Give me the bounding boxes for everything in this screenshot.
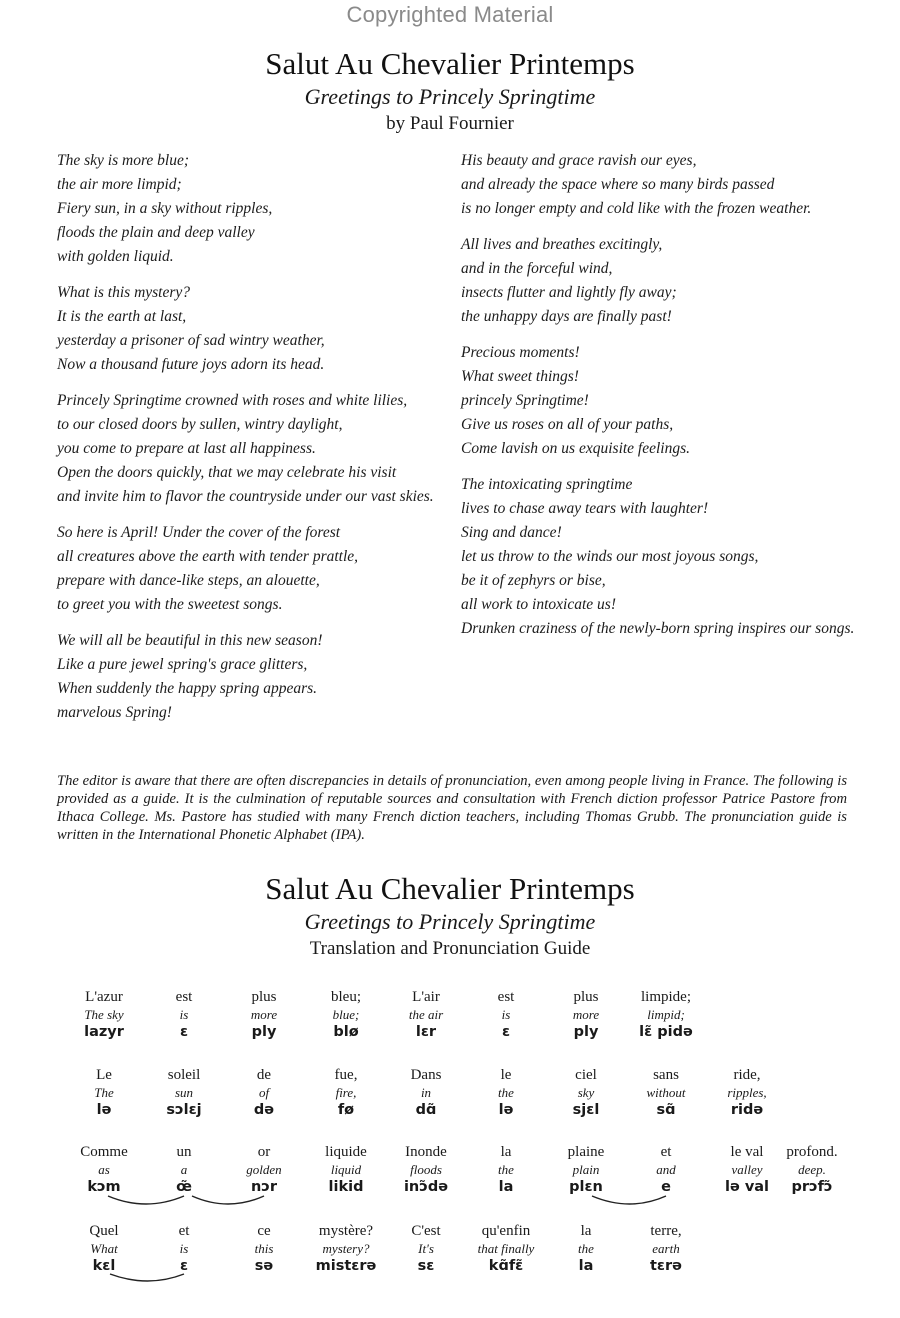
french-word: terre,	[650, 1223, 682, 1239]
ipa-transcription: likid	[328, 1179, 364, 1195]
ipa-transcription: la	[578, 1258, 594, 1274]
english-gloss: The	[94, 1085, 114, 1100]
poem-left-column	[57, 149, 447, 737]
guide-word	[219, 1143, 309, 1196]
poem-line: marvelous Spring!	[57, 704, 172, 721]
guide-title: Salut Au Chevalier Printemps	[265, 871, 635, 906]
english-gloss: golden	[246, 1162, 282, 1177]
english-gloss: plain	[572, 1162, 600, 1177]
poem-line: What is this mystery?	[57, 284, 191, 301]
poem-line: let us throw to the winds our most joyous songs,	[461, 548, 759, 565]
english-gloss: sun	[174, 1085, 194, 1100]
ipa-transcription: ɛ	[179, 1258, 189, 1274]
english-gloss: this	[254, 1241, 274, 1256]
editor-note: The editor is aware that there are often discrepancies in details of pronunciation, even among people living in France. The following is provided as a guide. It is the culmination of reputable sources and consultation with French diction professor Patrice Pastore from Ithaca College. Ms. Pastore has studied with many French diction teachers, including Thomas Grubb. The pronunciation guide is written in the International Phonetic Alphabet (IPA).	[57, 773, 847, 843]
guide-word	[381, 1222, 471, 1275]
poem-line: Like a pure jewel spring's grace glitters,	[57, 656, 308, 673]
guide-word	[621, 1143, 711, 1196]
ipa-transcription: lə val	[724, 1179, 770, 1195]
poem-line: with golden liquid.	[57, 248, 174, 265]
french-word: liquide	[325, 1144, 367, 1160]
french-word: Dans	[410, 1067, 442, 1083]
ipa-transcription: œ̃	[176, 1179, 192, 1195]
ipa-transcription: nɔr	[250, 1179, 278, 1195]
french-word: qu'enfin	[481, 1223, 531, 1239]
guide-row	[0, 1143, 900, 1205]
poem-line: to greet you with the sweetest songs.	[57, 596, 283, 613]
english-gloss: liquid	[330, 1162, 362, 1177]
french-word: plus	[573, 989, 599, 1005]
english-gloss: as	[98, 1162, 110, 1177]
ipa-transcription: kɔm	[87, 1179, 121, 1195]
poem-line: Open the doors quickly, that we may celebrate his visit	[57, 464, 397, 481]
guide-word	[702, 1066, 792, 1119]
poem-stanza	[57, 281, 447, 377]
ipa-transcription: sɑ̃	[656, 1102, 676, 1118]
poem-line: The intoxicating springtime	[461, 476, 633, 493]
ipa-transcription: lɛr	[415, 1024, 437, 1040]
poem-line: Precious moments!	[461, 344, 580, 361]
guide-row	[0, 1222, 900, 1284]
poem-stanza	[57, 389, 447, 509]
poem-line: be it of zephyrs or bise,	[461, 572, 606, 589]
english-gloss: limpid;	[647, 1007, 685, 1022]
ipa-transcription: dɑ̃	[415, 1102, 437, 1118]
ipa-transcription: lə	[498, 1102, 514, 1118]
guide-word	[767, 1143, 857, 1196]
ipa-transcription: lazyr	[84, 1024, 124, 1040]
english-gloss: The sky	[84, 1007, 124, 1022]
english-gloss: that finally	[477, 1241, 535, 1256]
english-gloss: a	[180, 1162, 188, 1177]
french-word: Le	[96, 1067, 112, 1083]
ipa-transcription: mistɛrə	[315, 1258, 377, 1274]
poem-line: So here is April! Under the cover of the forest	[57, 524, 341, 541]
french-word: L'azur	[85, 989, 123, 1005]
english-gloss: sky	[577, 1085, 595, 1100]
guide-word	[219, 1222, 309, 1275]
guide-word	[301, 1143, 391, 1196]
ipa-transcription: ɛ	[179, 1024, 189, 1040]
guide-word	[461, 988, 551, 1041]
guide-word	[139, 1222, 229, 1275]
poem-line: Fiery sun, in a sky without ripples,	[57, 200, 273, 217]
poem-line: all work to intoxicate us!	[461, 596, 616, 613]
guide-word	[621, 1066, 711, 1119]
ipa-transcription: lɛ̃ pidə	[639, 1024, 693, 1040]
french-word: et	[660, 1144, 672, 1160]
english-gloss: ripples,	[727, 1085, 767, 1100]
poem-header	[0, 45, 900, 137]
guide-word	[541, 1222, 631, 1275]
french-word: ciel	[575, 1067, 597, 1083]
ipa-transcription: də	[253, 1102, 275, 1118]
guide-word	[461, 1066, 551, 1119]
poem-line: It is the earth at last,	[57, 308, 187, 325]
english-gloss: blue;	[332, 1007, 360, 1022]
poem-line: the air more limpid;	[57, 176, 182, 193]
poem-stanza	[57, 521, 447, 617]
poem-line: floods the plain and deep valley	[57, 224, 255, 241]
french-word: le val	[730, 1144, 764, 1160]
poem-stanza	[461, 473, 881, 641]
french-word: C'est	[411, 1223, 441, 1239]
guide-header	[0, 870, 900, 962]
poem-line: princely Springtime!	[461, 392, 589, 409]
ipa-transcription: sə	[254, 1258, 274, 1274]
poem-line: The sky is more blue;	[57, 152, 190, 169]
ipa-transcription: sjɛl	[572, 1102, 600, 1118]
french-word: sans	[653, 1067, 679, 1083]
french-word: soleil	[167, 1067, 201, 1083]
poem-line: all creatures above the earth with tender prattle,	[57, 548, 359, 565]
ipa-transcription: kɛl	[92, 1258, 116, 1274]
english-gloss: deep.	[798, 1162, 826, 1177]
english-gloss: more	[250, 1007, 278, 1022]
ipa-transcription: e	[661, 1179, 671, 1195]
french-word: la	[580, 1223, 592, 1239]
ipa-transcription: ɛ	[501, 1024, 511, 1040]
english-gloss: without	[646, 1085, 686, 1100]
ipa-transcription: ridə	[730, 1102, 764, 1118]
guide-word	[219, 988, 309, 1041]
french-word: profond.	[786, 1144, 838, 1160]
guide-row	[0, 1066, 900, 1128]
ipa-transcription: fø	[337, 1102, 355, 1118]
poem-line: What sweet things!	[461, 368, 579, 385]
poem-line: and already the space where so many birds passed	[461, 176, 775, 193]
french-word: plaine	[567, 1144, 605, 1160]
guide-word	[219, 1066, 309, 1119]
english-gloss: It's	[418, 1241, 434, 1256]
english-gloss: is	[179, 1007, 189, 1022]
guide-word	[59, 1066, 149, 1119]
french-word: le	[500, 1067, 512, 1083]
guide-word	[301, 988, 391, 1041]
poem-line: Sing and dance!	[461, 524, 562, 541]
guide-word	[381, 1143, 471, 1196]
french-word: Quel	[89, 1223, 119, 1239]
poem-line: When suddenly the happy spring appears.	[57, 680, 318, 697]
english-gloss: more	[572, 1007, 600, 1022]
ipa-transcription: tɛrə	[650, 1258, 682, 1274]
guide-word	[461, 1143, 551, 1196]
french-word: bleu;	[331, 989, 361, 1005]
french-word: ride,	[733, 1067, 761, 1083]
french-word: mystère?	[318, 1223, 374, 1239]
guide-word	[461, 1222, 551, 1275]
poem-stanza	[57, 629, 447, 725]
english-gloss: in	[420, 1085, 432, 1100]
english-gloss: floods	[410, 1162, 442, 1177]
ipa-transcription: inɔ̃də	[403, 1179, 449, 1195]
poem-stanza	[461, 149, 881, 221]
english-gloss: the	[578, 1241, 594, 1256]
guide-heading: Translation and Pronunciation Guide	[309, 938, 591, 959]
poem-stanza	[57, 149, 447, 269]
poem-line: you come to prepare at last all happiness.	[57, 440, 316, 457]
ipa-transcription: sɔlɛj	[166, 1102, 202, 1118]
french-word: un	[176, 1144, 192, 1160]
guide-word	[621, 988, 711, 1041]
english-gloss: earth	[652, 1241, 680, 1256]
guide-word	[541, 1066, 631, 1119]
french-word: L'air	[412, 989, 440, 1005]
poem-line: We will all be beautiful in this new season!	[57, 632, 323, 649]
french-word: est	[175, 989, 193, 1005]
english-gloss: and	[656, 1162, 676, 1177]
french-word: fue,	[334, 1067, 358, 1083]
guide-word	[541, 988, 631, 1041]
english-gloss: the	[498, 1085, 514, 1100]
guide-word	[59, 1222, 149, 1275]
guide-word	[381, 1066, 471, 1119]
guide-word	[541, 1143, 631, 1196]
copyright-watermark: Copyrighted Material	[346, 2, 554, 27]
guide-word	[301, 1222, 391, 1275]
guide-word	[621, 1222, 711, 1275]
french-word: ce	[257, 1223, 271, 1239]
poem-line: Princely Springtime crowned with roses and white lilies,	[57, 392, 408, 409]
french-word: et	[178, 1223, 190, 1239]
guide-word	[301, 1066, 391, 1119]
french-word: Inonde	[405, 1144, 447, 1160]
poem-line: yesterday a prisoner of sad wintry weather,	[57, 332, 325, 349]
guide-word	[381, 988, 471, 1041]
poem-stanza	[461, 233, 881, 329]
ipa-transcription: plɛn	[569, 1179, 603, 1195]
poem-line: and invite him to flavor the countryside under our vast skies.	[57, 488, 434, 505]
guide-word	[139, 988, 229, 1041]
poem-line: Give us roses on all of your paths,	[461, 416, 674, 433]
poem-line: His beauty and grace ravish our eyes,	[461, 152, 697, 169]
french-word: Comme	[80, 1144, 128, 1160]
english-gloss: mystery?	[322, 1241, 370, 1256]
french-word: de	[256, 1067, 272, 1083]
poem-line: to our closed doors by sullen, wintry daylight,	[57, 416, 343, 433]
english-gloss: is	[179, 1241, 189, 1256]
ipa-transcription: la	[498, 1179, 514, 1195]
french-word: est	[497, 989, 515, 1005]
english-gloss: What	[90, 1241, 118, 1256]
ipa-transcription: kɑ̃fɛ̃	[488, 1258, 524, 1274]
poem-line: Now a thousand future joys adorn its head.	[57, 356, 325, 373]
english-gloss: the air	[408, 1007, 444, 1022]
english-gloss: fire,	[335, 1085, 357, 1100]
english-gloss: valley	[731, 1162, 763, 1177]
poem-line: All lives and breathes excitingly,	[461, 236, 663, 253]
french-word: limpide;	[641, 989, 691, 1005]
english-gloss: is	[501, 1007, 511, 1022]
ipa-transcription: lə	[96, 1102, 112, 1118]
poem-line: lives to chase away tears with laughter!	[461, 500, 709, 517]
ipa-transcription: blø	[333, 1024, 359, 1040]
guide-row	[0, 988, 900, 1050]
french-word: or	[257, 1144, 271, 1160]
ipa-transcription: ply	[573, 1024, 599, 1040]
guide-word	[59, 1143, 149, 1196]
ipa-transcription: sɛ	[417, 1258, 435, 1274]
poem-stanza	[461, 341, 881, 461]
french-word: la	[500, 1144, 512, 1160]
poem-line: Come lavish on us exquisite feelings.	[461, 440, 691, 457]
english-gloss: of	[258, 1085, 270, 1100]
guide-word	[139, 1066, 229, 1119]
guide-word	[139, 1143, 229, 1196]
guide-subtitle: Greetings to Princely Springtime	[304, 909, 596, 934]
ipa-transcription: prɔfɔ̃	[791, 1179, 833, 1195]
author-byline: by Paul Fournier	[386, 113, 514, 134]
english-gloss: the	[498, 1162, 514, 1177]
poem-line: is no longer empty and cold like with the frozen weather.	[461, 200, 812, 217]
poem-right-column	[461, 149, 881, 653]
guide-word	[59, 988, 149, 1041]
french-word: plus	[251, 989, 277, 1005]
page-subtitle: Greetings to Princely Springtime	[304, 84, 596, 109]
poem-line: Drunken craziness of the newly-born spring inspires our songs.	[461, 620, 855, 637]
poem-line: prepare with dance-like steps, an alouette,	[57, 572, 320, 589]
poem-line: and in the forceful wind,	[461, 260, 613, 277]
page-title: Salut Au Chevalier Printemps	[265, 46, 635, 81]
poem-line: insects flutter and lightly fly away;	[461, 284, 677, 301]
ipa-transcription: ply	[251, 1024, 277, 1040]
poem-line: the unhappy days are finally past!	[461, 308, 672, 325]
